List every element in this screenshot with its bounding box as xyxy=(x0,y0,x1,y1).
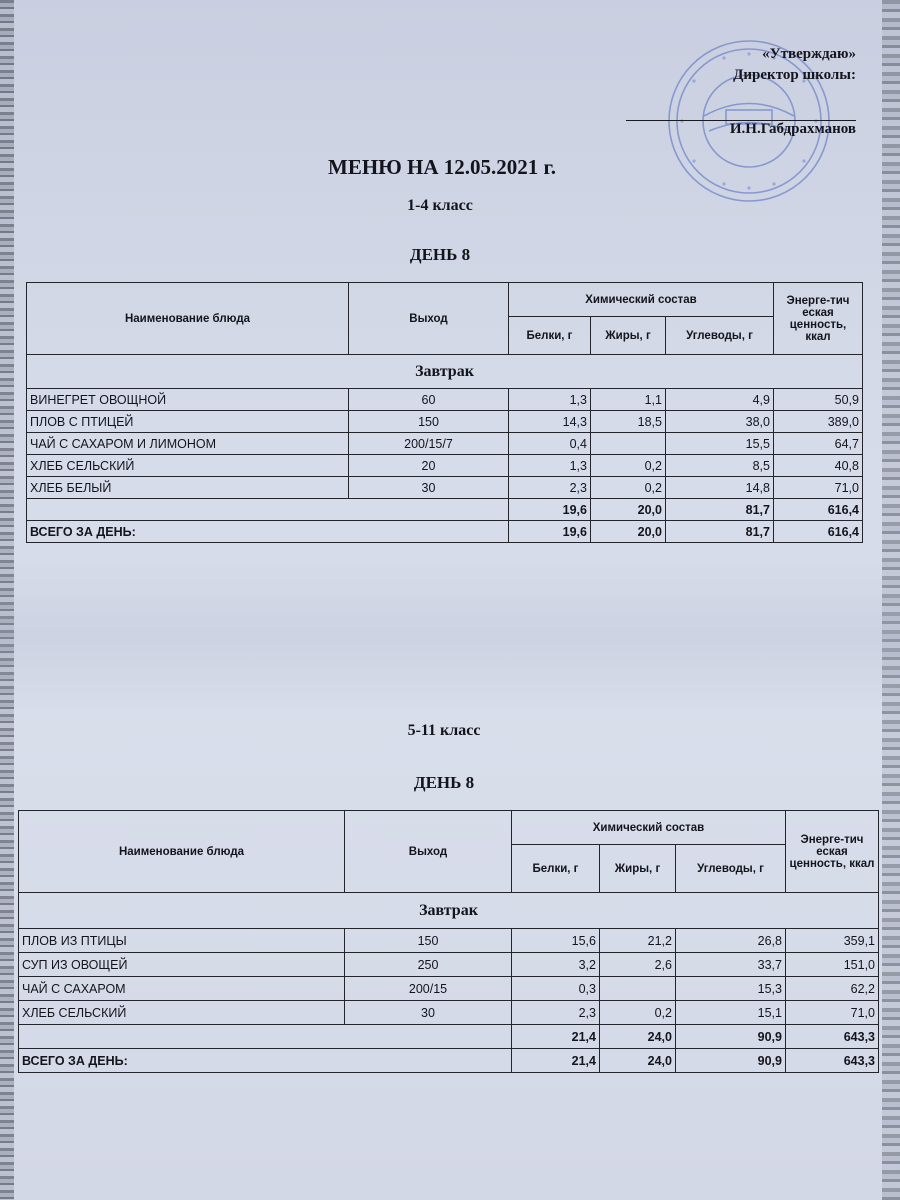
total-fats: 20,0 xyxy=(591,521,666,543)
dish-carbs: 15,3 xyxy=(676,977,786,1001)
dish-fats: 18,5 xyxy=(591,411,666,433)
paper-fold xyxy=(0,556,900,716)
dish-fats: 0,2 xyxy=(591,455,666,477)
header-dish: Наименование блюда xyxy=(19,811,345,893)
table-2-rows xyxy=(19,929,879,1025)
dish-output: 20 xyxy=(349,455,509,477)
header-proteins: Белки, г xyxy=(509,317,591,355)
dish-proteins: 1,3 xyxy=(509,389,591,411)
dish-carbs: 4,9 xyxy=(666,389,774,411)
dish-carbs: 14,8 xyxy=(666,477,774,499)
header-carbs: Углеводы, г xyxy=(676,845,786,893)
dish-output: 150 xyxy=(349,411,509,433)
subtotal-row xyxy=(19,1025,879,1049)
dish-kcal: 359,1 xyxy=(786,929,879,953)
dish-fats: 1,1 xyxy=(591,389,666,411)
class-label-2: 5-11 класс xyxy=(407,722,481,739)
class-label-1: 1-4 класс xyxy=(407,197,473,214)
dish-fats xyxy=(600,977,676,1001)
table-1-rows xyxy=(27,389,863,499)
total-kcal: 643,3 xyxy=(786,1049,879,1073)
dish-proteins: 15,6 xyxy=(512,929,600,953)
dish-kcal: 71,0 xyxy=(774,477,863,499)
approval-line-1: «Утверждаю» xyxy=(762,46,856,62)
dish-kcal: 71,0 xyxy=(786,1001,879,1025)
day-label-1: ДЕНЬ 8 xyxy=(409,245,471,264)
dish-proteins: 1,3 xyxy=(509,455,591,477)
total-proteins: 19,6 xyxy=(509,521,591,543)
dish-kcal: 40,8 xyxy=(774,455,863,477)
subtotal-row xyxy=(27,499,863,521)
total-label: ВСЕГО ЗА ДЕНЬ: xyxy=(27,521,509,543)
dish-fats: 2,6 xyxy=(600,953,676,977)
subtotal-carbs: 90,9 xyxy=(676,1025,786,1049)
dish-carbs: 38,0 xyxy=(666,411,774,433)
total-fats: 24,0 xyxy=(600,1049,676,1073)
dish-output: 30 xyxy=(345,1001,512,1025)
total-kcal: 616,4 xyxy=(774,521,863,543)
total-row xyxy=(27,521,863,543)
dish-row xyxy=(27,455,863,477)
dish-row xyxy=(27,477,863,499)
dish-name: ПЛОВ ИЗ ПТИЦЫ xyxy=(19,929,345,953)
dish-proteins: 0,4 xyxy=(509,433,591,455)
dish-row xyxy=(19,929,879,953)
dish-name: ЧАЙ С САХАРОМ xyxy=(19,977,345,1001)
header-carbs: Углеводы, г xyxy=(666,317,774,355)
meal-header: Завтрак xyxy=(27,355,863,389)
dish-kcal: 50,9 xyxy=(774,389,863,411)
dish-proteins: 2,3 xyxy=(512,1001,600,1025)
dish-kcal: 64,7 xyxy=(774,433,863,455)
dish-output: 250 xyxy=(345,953,512,977)
dish-row xyxy=(19,977,879,1001)
subtotal-carbs: 81,7 xyxy=(666,499,774,521)
header-energy: Энерге-тич еская ценность, ккал xyxy=(786,811,879,893)
dish-proteins: 3,2 xyxy=(512,953,600,977)
dish-output: 150 xyxy=(345,929,512,953)
dish-output: 200/15 xyxy=(345,977,512,1001)
dish-kcal: 389,0 xyxy=(774,411,863,433)
header-fats: Жиры, г xyxy=(591,317,666,355)
subtotal-kcal: 643,3 xyxy=(786,1025,879,1049)
menu-table-1 xyxy=(26,282,863,543)
header-energy: Энерге-тич еская ценность, ккал xyxy=(774,283,863,355)
dish-output: 60 xyxy=(349,389,509,411)
dish-proteins: 0,3 xyxy=(512,977,600,1001)
total-proteins: 21,4 xyxy=(512,1049,600,1073)
dish-carbs: 15,5 xyxy=(666,433,774,455)
dish-carbs: 15,1 xyxy=(676,1001,786,1025)
dish-row xyxy=(19,953,879,977)
dish-name: ПЛОВ С ПТИЦЕЙ xyxy=(27,411,349,433)
subtotal-proteins: 19,6 xyxy=(509,499,591,521)
dish-row xyxy=(27,389,863,411)
header-proteins: Белки, г xyxy=(512,845,600,893)
dish-name: ХЛЕБ СЕЛЬСКИЙ xyxy=(19,1001,345,1025)
dish-name: ЧАЙ С САХАРОМ И ЛИМОНОМ xyxy=(27,433,349,455)
approval-line-2: Директор школы: xyxy=(733,67,856,83)
header-fats: Жиры, г xyxy=(600,845,676,893)
dish-fats xyxy=(591,433,666,455)
header-dish: Наименование блюда xyxy=(27,283,349,355)
header-output: Выход xyxy=(345,811,512,893)
header-chem: Химический состав xyxy=(512,811,786,845)
dish-name: ХЛЕБ БЕЛЫЙ xyxy=(27,477,349,499)
dish-name: СУП ИЗ ОВОЩЕЙ xyxy=(19,953,345,977)
day-label-2: ДЕНЬ 8 xyxy=(413,773,475,792)
dish-row xyxy=(27,411,863,433)
total-label: ВСЕГО ЗА ДЕНЬ: xyxy=(19,1049,512,1073)
dish-kcal: 151,0 xyxy=(786,953,879,977)
dish-carbs: 26,8 xyxy=(676,929,786,953)
page-title: МЕНЮ НА 12.05.2021 г. xyxy=(328,155,556,179)
menu-table-2 xyxy=(18,810,879,1073)
subtotal-fats: 20,0 xyxy=(591,499,666,521)
dish-fats: 0,2 xyxy=(600,1001,676,1025)
subtotal-fats: 24,0 xyxy=(600,1025,676,1049)
dish-carbs: 8,5 xyxy=(666,455,774,477)
total-carbs: 81,7 xyxy=(666,521,774,543)
dish-fats: 0,2 xyxy=(591,477,666,499)
dish-output: 30 xyxy=(349,477,509,499)
dish-fats: 21,2 xyxy=(600,929,676,953)
subtotal-kcal: 616,4 xyxy=(774,499,863,521)
dish-row xyxy=(27,433,863,455)
meal-header: Завтрак xyxy=(19,893,879,929)
header-chem: Химический состав xyxy=(509,283,774,317)
dish-proteins: 14,3 xyxy=(509,411,591,433)
total-row xyxy=(19,1049,879,1073)
dish-proteins: 2,3 xyxy=(509,477,591,499)
total-carbs: 90,9 xyxy=(676,1049,786,1073)
signatory-name: И.Н.Габдрахманов xyxy=(729,121,856,137)
subtotal-proteins: 21,4 xyxy=(512,1025,600,1049)
dish-name: ВИНЕГРЕТ ОВОЩНОЙ xyxy=(27,389,349,411)
dish-row xyxy=(19,1001,879,1025)
dish-kcal: 62,2 xyxy=(786,977,879,1001)
approval-block xyxy=(626,44,856,140)
header-output: Выход xyxy=(349,283,509,355)
dish-carbs: 33,7 xyxy=(676,953,786,977)
dish-output: 200/15/7 xyxy=(349,433,509,455)
dish-name: ХЛЕБ СЕЛЬСКИЙ xyxy=(27,455,349,477)
